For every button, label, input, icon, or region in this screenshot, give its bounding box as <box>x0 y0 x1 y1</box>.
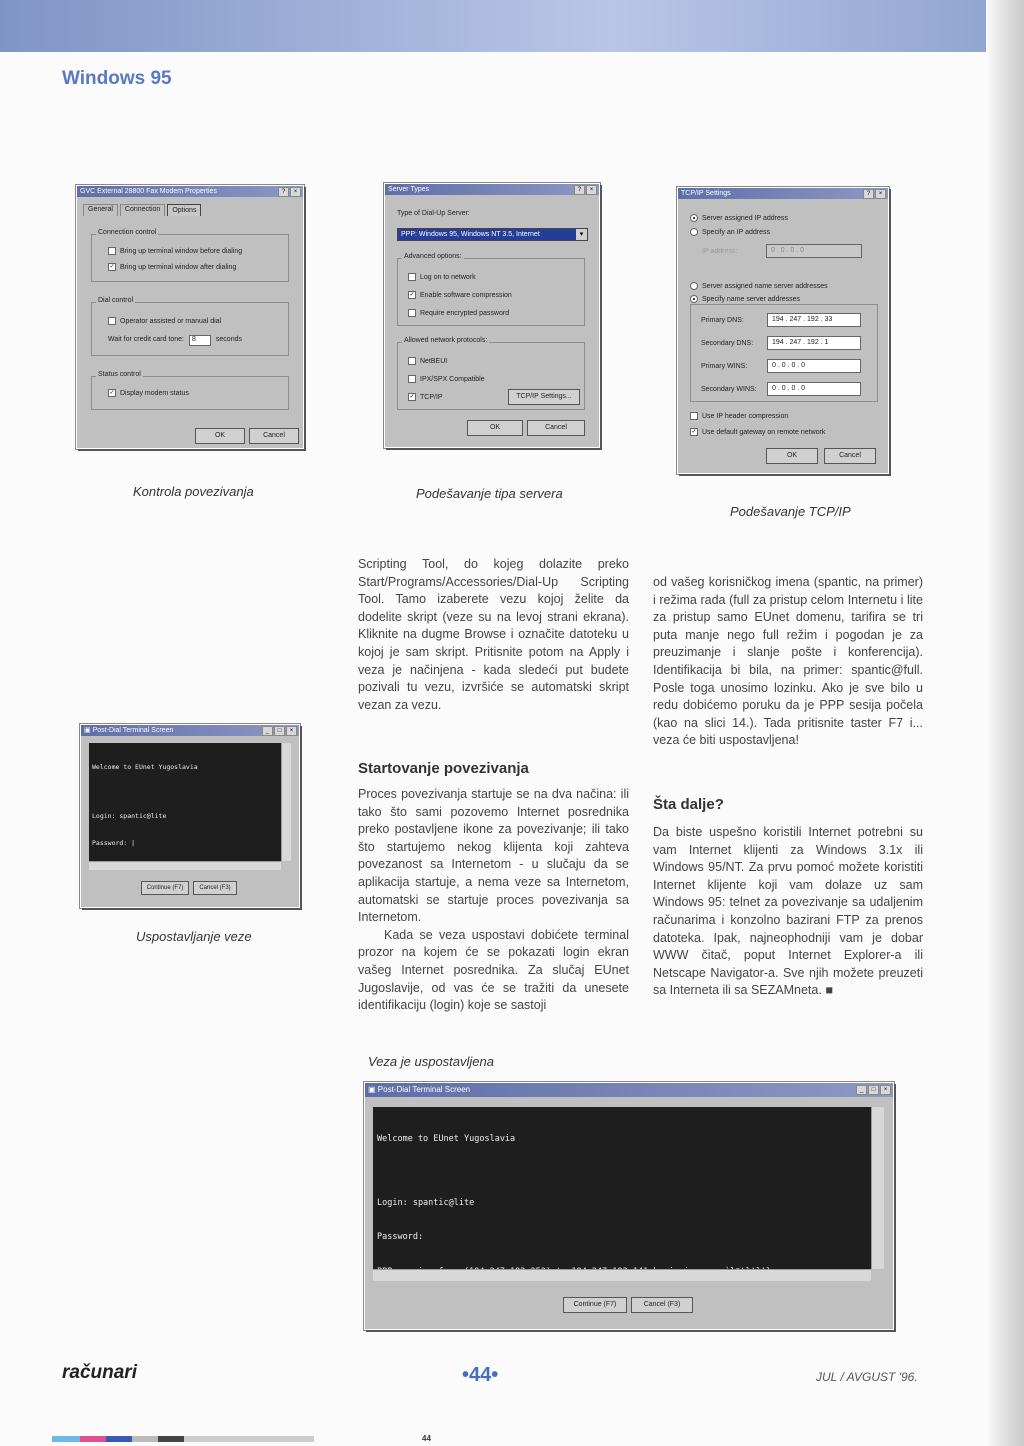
tab-connection[interactable]: Connection <box>120 204 165 216</box>
specify-dns-radio[interactable] <box>690 295 698 303</box>
name-server-group <box>690 304 878 402</box>
terminal-line <box>92 790 278 794</box>
close-icon[interactable]: × <box>290 187 301 197</box>
radio-label: Server assigned name server addresses <box>702 282 828 290</box>
terminal-line: Welcome to EUnet Yugoslavia <box>92 763 198 771</box>
caption-tcpip: Podešavanje TCP/IP <box>730 504 851 519</box>
modem-status-checkbox[interactable]: ✓ <box>109 390 115 396</box>
dial-control-group <box>91 297 289 356</box>
heading-starting-connection: Startovanje povezivanja <box>358 760 529 777</box>
cancel-button[interactable]: Cancel (F3) <box>631 1297 693 1313</box>
horizontal-scrollbar[interactable] <box>373 1269 871 1281</box>
help-icon[interactable]: ? <box>574 185 585 195</box>
logon-checkbox[interactable] <box>408 273 416 281</box>
primary-dns-label: Primary DNS: <box>701 317 744 324</box>
ok-button[interactable]: OK <box>195 428 245 444</box>
checkbox-label: TCP/IP <box>420 393 443 401</box>
group-label: Connection control <box>98 229 157 236</box>
footer-page-number: •44• <box>462 1364 499 1386</box>
small-terminal-screen[interactable] <box>89 743 281 861</box>
primary-wins-label: Primary WINS: <box>701 363 748 370</box>
ipx-checkbox[interactable] <box>408 375 416 383</box>
small-terminal-titlebar <box>81 725 299 736</box>
body-column-1b <box>358 786 629 1015</box>
footer-small-page-number: 44 <box>422 1434 431 1443</box>
page-edge-shadow <box>986 0 1024 1446</box>
minimize-icon[interactable]: _ <box>856 1085 867 1095</box>
checkbox-label: Bring up terminal window after dialing <box>120 263 237 271</box>
large-terminal-title: Post-Dial Terminal Screen <box>377 1085 471 1094</box>
cancel-button[interactable]: Cancel (F3) <box>193 881 237 895</box>
tcpip-settings-button[interactable]: TCP/IP Settings... <box>508 389 580 405</box>
close-icon[interactable]: × <box>875 189 886 199</box>
vertical-scrollbar[interactable] <box>871 1107 884 1269</box>
checkbox-label: NetBEUI <box>420 357 448 365</box>
horizontal-scrollbar[interactable] <box>89 861 281 870</box>
caption-connected: Veza je uspostavljena <box>368 1054 494 1069</box>
advanced-options-group <box>397 253 585 326</box>
cancel-button[interactable]: Cancel <box>824 448 876 464</box>
wait-stepper[interactable]: 8 <box>189 335 211 346</box>
checkbox-label: IPX/SPX Compatible <box>420 375 485 383</box>
color-registration-bar <box>158 1436 184 1442</box>
ip-address-label: IP address: <box>702 248 738 255</box>
tcpip-dialog-title: TCP/IP Settings <box>681 190 731 197</box>
small-terminal-window <box>80 724 300 908</box>
maximize-icon[interactable]: □ <box>868 1085 879 1095</box>
paragraph: Proces povezivanja startuje se na dva načina: ili tako što sami pozovemo Internet posrednika preko postavljene ikone za povezivanje; ili tako što startujemo nekog klijenta koji zahteva povezanost sa Internetom - u slučaju da se aplikacija startuje, a nema veze sa Internetom, automatski se startuje proces povezivanja sa Internetom. <box>358 787 629 925</box>
ip-address-field[interactable]: 0 . 0 . 0 . 0 <box>766 244 862 258</box>
end-mark-icon: ■ <box>825 983 833 998</box>
cancel-button[interactable]: Cancel <box>527 420 585 436</box>
header-compression-checkbox[interactable] <box>690 412 698 420</box>
status-control-group <box>91 371 289 410</box>
specify-ip-radio[interactable] <box>690 228 698 236</box>
small-terminal-title: Post-Dial Terminal Screen <box>92 727 174 734</box>
maximize-icon[interactable]: □ <box>274 726 285 736</box>
close-icon[interactable]: × <box>286 726 297 736</box>
secondary-wins-field[interactable]: 0 . 0 . 0 . 0 <box>767 382 861 396</box>
cancel-button[interactable]: Cancel <box>249 428 299 444</box>
tab-options[interactable]: Options <box>167 204 201 216</box>
radio-label: Specify name server addresses <box>702 295 801 303</box>
top-color-band <box>0 0 1024 52</box>
secondary-dns-field[interactable]: 194 . 247 . 192 . 1 <box>767 336 861 350</box>
wait-label: Wait for credit card tone: <box>108 336 184 343</box>
large-terminal-screen[interactable] <box>373 1107 871 1269</box>
wait-unit: seconds <box>215 336 242 343</box>
radio-label: Specify an IP address <box>702 228 770 236</box>
large-terminal-titlebar <box>365 1083 893 1097</box>
terminal-icon: ▣ <box>368 1085 378 1094</box>
caption-connection-control: Kontrola povezivanja <box>133 484 254 499</box>
connection-control-group <box>91 229 289 282</box>
group-label: Advanced options: <box>404 253 462 260</box>
after-dial-checkbox[interactable]: ✓ <box>109 264 115 270</box>
close-icon[interactable]: × <box>880 1085 891 1095</box>
close-icon[interactable]: × <box>586 185 597 195</box>
ok-button[interactable]: OK <box>766 448 818 464</box>
primary-wins-field[interactable]: 0 . 0 . 0 . 0 <box>767 359 861 373</box>
server-dialog-title: Server Types <box>388 186 430 193</box>
footer-magazine-name: računari <box>62 1362 137 1383</box>
operator-dial-checkbox[interactable] <box>108 317 116 325</box>
tab-general[interactable]: General <box>83 204 118 216</box>
group-label: Dial control <box>98 297 134 304</box>
tcpip-checkbox[interactable]: ✓ <box>409 394 415 400</box>
netbeui-checkbox[interactable] <box>408 357 416 365</box>
checkbox-label: Use default gateway on remote network <box>702 428 826 436</box>
secondary-dns-label: Secondary DNS: <box>701 340 754 347</box>
terminal-line: Login: spantic@lite <box>377 1197 475 1208</box>
secondary-wins-label: Secondary WINS: <box>701 386 757 393</box>
heading-what-next: Šta dalje? <box>653 796 724 813</box>
color-registration-bar <box>106 1436 132 1442</box>
paragraph: Scripting Tool, do kojeg dolazite preko Start/Programs/Accessories/Dial-Up Scripting Tool. Tamo izaberete vezu kojoj želite da dodelite skript (veze su na levoj strani ekrana). Kliknite na dugme Browse i označite datoteku u kojoj je sam skript. Pritisnite potom na Apply i veza je načinjena - kada sledeći put budete pozivali tu vezu, izvršiće se automatski skript vezan za vezu. <box>358 557 629 712</box>
server-type-label: Type of Dial-Up Server: <box>397 210 470 217</box>
color-registration-bar <box>80 1436 106 1442</box>
terminal-line <box>377 1169 867 1175</box>
help-icon[interactable]: ? <box>278 187 289 197</box>
caption-establishing: Uspostavljanje veze <box>136 929 252 944</box>
color-registration-bar <box>52 1436 80 1442</box>
compression-checkbox[interactable]: ✓ <box>409 292 415 298</box>
group-label: Allowed network protocols: <box>404 337 488 344</box>
paragraph: Kada se veza uspostavi dobićete terminal prozor na kojem će se pokazati login ekran vašeg Internet posrednika. Za slučaj EUnet Jugoslavije, od vas će se tražiti da unesete identifikaciju (login) koje se sastoji <box>358 927 629 1013</box>
server-type-select[interactable] <box>397 228 588 241</box>
body-column-2b <box>653 824 923 1000</box>
terminal-line: Password: <box>377 1232 424 1242</box>
before-dial-checkbox[interactable] <box>108 247 116 255</box>
tcpip-dialog-titlebar <box>678 188 888 199</box>
server-types-dialog <box>384 183 600 448</box>
checkbox-label: Bring up terminal window before dialing <box>120 247 243 255</box>
protocols-group <box>397 337 585 410</box>
ok-button[interactable]: OK <box>467 420 523 436</box>
modem-dialog-title: GVC External 28800 Fax Modem Properties <box>80 188 217 195</box>
terminal-line: Password: | <box>92 839 136 847</box>
server-dialog-titlebar <box>385 184 599 195</box>
paragraph: od vašeg korisničkog imena (spantic, na primer) i režima rada (full za pristup celom Internetu i lite za pristup samo EUnet domenu, tarifira se tri puta manje nego full režim i pogodan je za preuzimanje i slanje pošte i konferencija). Identifikacija bi bila, na primer: spantic@full. Posle toga unosimo lozinku. Ako je sve bilo u redu dobićemo poruku da je PPP sesija počela (kao na slici 14.). Tada pritisnite taster F7 i... veza će biti uspostavljena! <box>653 575 923 748</box>
continue-button[interactable]: Continue (F7) <box>563 1297 627 1313</box>
tcpip-settings-dialog <box>677 187 889 474</box>
color-registration-bar <box>184 1436 314 1442</box>
terminal-line: Login: spantic@lite <box>92 812 167 820</box>
chevron-down-icon[interactable]: ▾ <box>576 229 587 240</box>
checkbox-label: Use IP header compression <box>702 412 789 420</box>
paragraph <box>653 824 923 1000</box>
checkbox-label: Enable software compression <box>420 291 512 299</box>
body-column-1 <box>358 556 629 714</box>
terminal-line: Welcome to EUnet Yugoslavia <box>377 1134 516 1144</box>
color-registration-bar <box>132 1436 158 1442</box>
terminal-icon: ▣ <box>84 727 93 734</box>
checkbox-label: Require encrypted password <box>420 309 510 317</box>
server-dns-radio[interactable] <box>690 282 698 290</box>
caption-server-type: Podešavanje tipa servera <box>416 486 563 501</box>
continue-button[interactable]: Continue (F7) <box>141 881 189 895</box>
checkbox-label: Display modem status <box>120 389 189 397</box>
primary-dns-field[interactable]: 194 . 247 . 192 . 33 <box>767 313 861 327</box>
page-header-title: Windows 95 <box>62 68 172 89</box>
body-column-2 <box>653 574 923 750</box>
server-ip-radio[interactable] <box>690 214 698 222</box>
encrypt-checkbox[interactable] <box>408 309 416 317</box>
help-icon[interactable]: ? <box>863 189 874 199</box>
paragraph-text: Da biste uspešno koristili Internet potrebni su vam Internet klijenti za Windows 3.1x ili Windows 95/NT. Za prvu pomoć možete koristiti Internet klijente koji vam dolaze uz sam Windows 95: telnet za povezivanje sa udaljenim računarima i konzolno bazirani FTP za prenos datoteka. Ipak, najneophodniji vam je dobar WWW čitač, poput Internet Explorer-a ili Netscape Navigator-a. Sve njih možete preuzeti sa Interneta ili sa SEZAMneta. <box>653 825 923 998</box>
minimize-icon[interactable]: _ <box>262 726 273 736</box>
checkbox-label: Operator assisted or manual dial <box>120 317 222 325</box>
footer-date: JUL / AVGUST '96. <box>816 1370 918 1384</box>
large-terminal-window <box>364 1082 894 1330</box>
radio-label: Server assigned IP address <box>702 214 788 222</box>
modem-dialog-titlebar <box>77 186 303 197</box>
default-gateway-checkbox[interactable]: ✓ <box>691 429 697 435</box>
vertical-scrollbar[interactable] <box>281 743 291 861</box>
server-type-value: PPP: Windows 95, Windows NT 3.5, Internet <box>401 231 540 238</box>
checkbox-label: Log on to network <box>420 273 476 281</box>
group-label: Status control <box>98 371 141 378</box>
modem-properties-dialog <box>76 185 304 449</box>
